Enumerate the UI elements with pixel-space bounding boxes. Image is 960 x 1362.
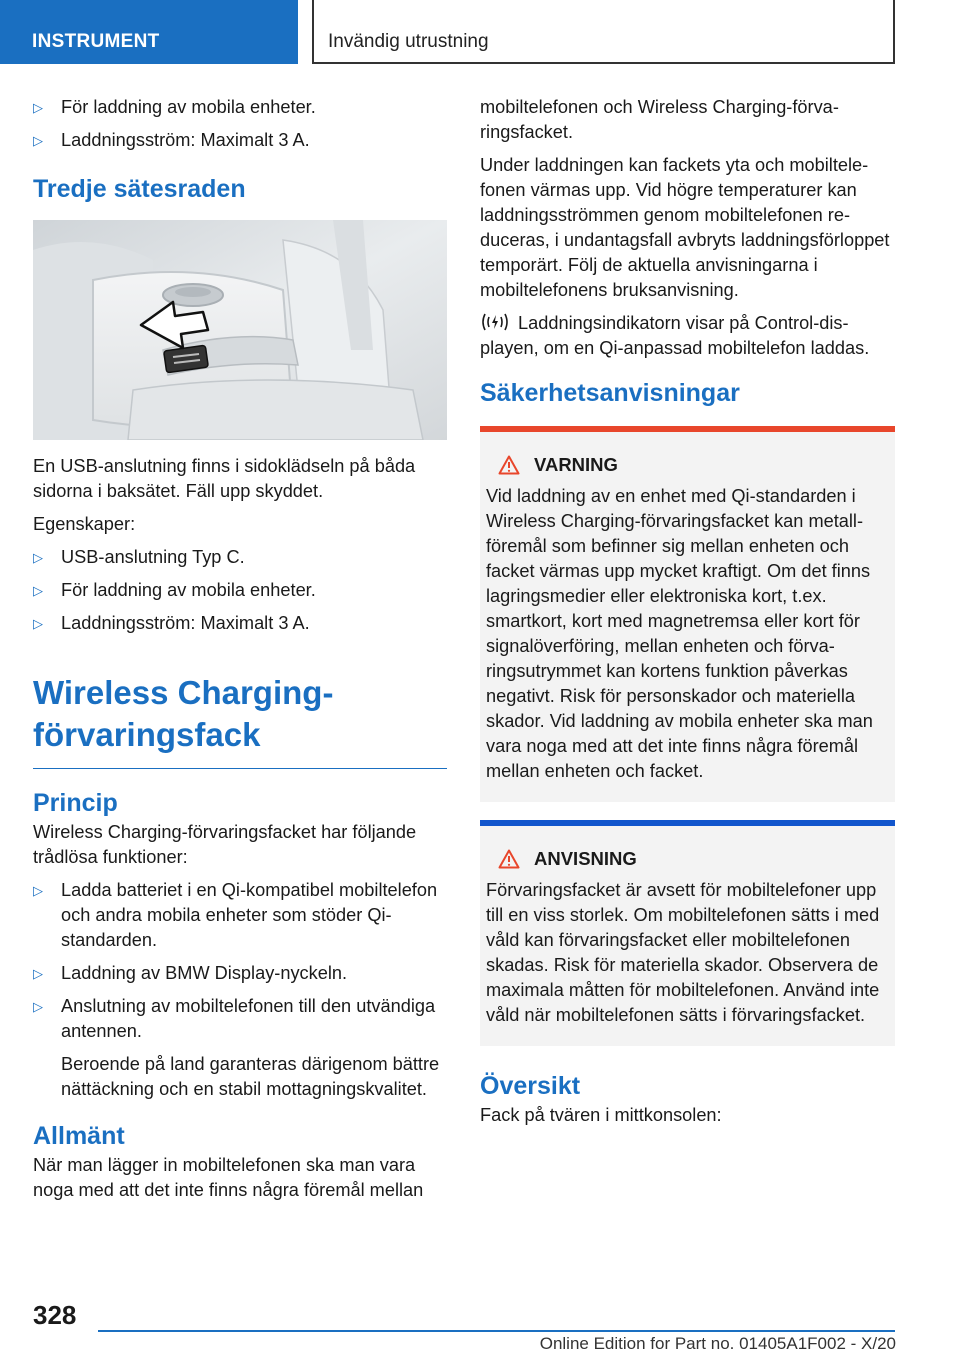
list-item: ▷ Laddningsström: Maximalt 3 A. bbox=[33, 611, 447, 636]
notice-text: Förvaringsfacket är avsett för mobiltelefoner upp till en viss storlek. Om mobiltelefonen sätts i med våld kan förvaringsfacket eller mobiltelefonen skadas. Risk för materiella skador. Observera de maximala måtten för mobiltelefonen. Använd inte våld när mobiltelefonen sätts i förvaringsfacket. bbox=[486, 880, 880, 1025]
list-item: ▷ Ladda batteriet i en Qi-kompatibel mobiltelefon och andra mobila enheter som stöder Qi-standarden. bbox=[33, 880, 438, 950]
list-item: ▷ Laddning av BMW Display-nyckeln. bbox=[33, 961, 447, 986]
triangle-right-icon: ▷ bbox=[33, 999, 43, 1014]
principle-paragraph: Wireless Charging-förvaringsfacket har följande trådlösa funktioner: bbox=[33, 822, 417, 867]
notice-title: ANVISNING bbox=[534, 848, 637, 869]
bullet-list-properties bbox=[33, 545, 447, 636]
warning-triangle-icon bbox=[498, 849, 520, 869]
warning-title-row bbox=[498, 454, 887, 476]
list-item: ▷ För laddning av mobila enheter. bbox=[33, 95, 447, 120]
list-item: ▷ Anslutning av mobiltelefonen till den utvändiga antennen. bbox=[33, 996, 436, 1041]
heading-third-row: Tredje sätesraden bbox=[33, 175, 246, 203]
chapter-tab: INSTRUMENT bbox=[0, 0, 298, 64]
notice-callout bbox=[480, 820, 895, 1046]
warning-text: Vid laddning av en enhet med Qi-standarden i Wireless Charging-förvaringsfacket kan metallföremål som befinner sig mellan enheten och facket värmas upp mycket kraftigt. Om det finns lagringsmedier eller elektroniska kort, t.ex. smartkort, kort med magnetremsa eller kort för signalöverföring, mellan enheten och förvaringsutrymmet kan kortens funktion påverkas negativt. Risk för personskador och materiella skador. Vid laddning av mobila enheter ska man vara noga med att det inte finns några föremål mellan enheten och facket. bbox=[486, 486, 873, 781]
principle-heading: Princip bbox=[33, 789, 118, 817]
usb-paragraph: En USB-anslutning finns i sidoklädseln på båda sidorna i baksätet. Fäll upp skyddet. bbox=[33, 456, 416, 501]
warning-title: VARNING bbox=[534, 454, 618, 475]
footer-divider bbox=[98, 1330, 895, 1332]
safety-heading: Säkerhetsanvisningar bbox=[480, 379, 740, 407]
triangle-right-icon: ▷ bbox=[33, 100, 43, 115]
section-title: Invändig utrustning bbox=[312, 0, 895, 64]
general-heading: Allmänt bbox=[33, 1122, 125, 1150]
list-item: ▷ USB-anslutning Typ C. bbox=[33, 545, 447, 570]
triangle-right-icon: ▷ bbox=[33, 583, 43, 598]
indicator-paragraph: Laddningsindikatorn visar på Control-displayen, om en Qi-anpassad mobiltelefon laddas. bbox=[480, 313, 870, 358]
principle-sub-paragraph: Beroende på land garanteras därigenom bättre nättäckning och en stabil mottagningskvalitet. bbox=[61, 1054, 440, 1099]
list-item: ▷ För laddning av mobila enheter. bbox=[33, 578, 447, 603]
overview-paragraph: Fack på tvären i mittkonsolen: bbox=[480, 1105, 722, 1125]
right-column bbox=[480, 95, 895, 1136]
chapter-heading: Wireless Charging-förvaringsfack bbox=[33, 672, 447, 769]
left-column bbox=[33, 95, 447, 1211]
general-paragraph: När man lägger in mobiltelefonen ska man vara noga med att det inte finns några föremål mellan bbox=[33, 1155, 424, 1200]
overview-heading: Översikt bbox=[480, 1072, 581, 1100]
bullet-list-principle bbox=[33, 878, 447, 1044]
triangle-right-icon: ▷ bbox=[33, 966, 43, 981]
usb-port-photo bbox=[33, 220, 447, 440]
notice-title-row bbox=[498, 848, 887, 870]
footer-edition: Online Edition for Part no. 01405A1F002 - X/20 bbox=[539, 1334, 896, 1353]
wireless-charging-icon bbox=[480, 311, 510, 333]
list-item: ▷ Laddningsström: Maximalt 3 A. bbox=[33, 128, 447, 153]
triangle-right-icon: ▷ bbox=[33, 616, 43, 631]
warning-callout bbox=[480, 426, 895, 802]
page-number: 328 bbox=[33, 1300, 77, 1330]
triangle-right-icon: ▷ bbox=[33, 883, 43, 898]
heat-paragraph: Under laddningen kan fackets yta och mobiltelefonen värmas upp. Vid högre temperaturer kan laddningsströmmen genom mobiltelefonen reduceras, i undantagsfall avbryts laddningsförloppet temporärt. Följ de aktuella anvisningarna i mobiltelefonens bruksanvisning. bbox=[480, 155, 890, 300]
triangle-right-icon: ▷ bbox=[33, 550, 43, 565]
continued-paragraph: mobiltelefonen och Wireless Charging-förvaringsfacket. bbox=[480, 97, 839, 142]
warning-triangle-icon bbox=[498, 455, 520, 475]
properties-label: Egenskaper: bbox=[33, 514, 136, 534]
bullet-list-top bbox=[33, 95, 447, 153]
triangle-right-icon: ▷ bbox=[33, 133, 43, 148]
